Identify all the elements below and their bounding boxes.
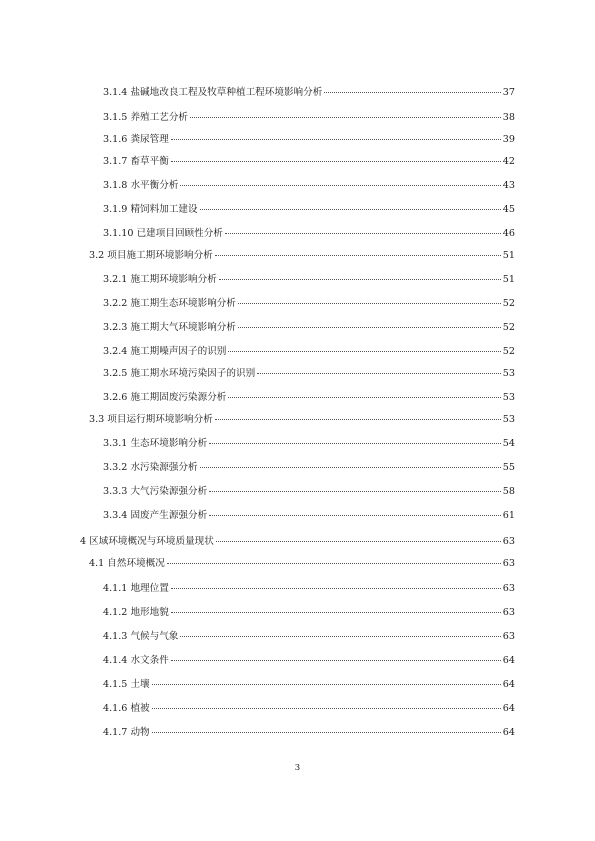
toc-entry-label: 3.2.5 施工期水环境污染因子的识别 (103, 368, 256, 379)
toc-leader-dots (171, 588, 501, 589)
toc-entry-page: 46 (502, 228, 515, 239)
toc-entry-label: 3.2.6 施工期固废污染源分析 (103, 392, 227, 403)
toc-entry-page: 61 (502, 510, 515, 521)
toc-entry-label: 4.1.3 气候与气象 (103, 631, 179, 642)
toc-entry-page: 63 (502, 536, 515, 547)
toc-entry-page: 38 (502, 112, 515, 123)
toc-entry[interactable] (80, 536, 515, 548)
toc-leader-dots (171, 612, 501, 613)
toc-entry[interactable] (103, 462, 515, 474)
toc-entry-label: 3.1.5 养殖工艺分析 (103, 112, 189, 123)
toc-entry[interactable] (103, 204, 515, 216)
toc-entry-label: 4.1.7 动物 (103, 727, 150, 738)
toc-entry-page: 52 (502, 346, 515, 357)
toc-entry-label: 4.1.2 地形地貌 (103, 607, 169, 618)
toc-entry[interactable] (103, 298, 515, 310)
toc-entry-page: 54 (502, 438, 515, 449)
toc-entry-label: 3.1.7 畜草平衡 (103, 156, 169, 167)
toc-entry[interactable] (103, 156, 515, 168)
toc-entry-page: 45 (502, 204, 515, 215)
toc-leader-dots (152, 684, 501, 685)
toc-entry-page: 51 (502, 274, 515, 285)
toc-entry-label: 4.1.6 植被 (103, 703, 150, 714)
toc-entry[interactable] (103, 727, 515, 739)
toc-entry-page: 52 (502, 298, 515, 309)
toc-entry-label: 4.1.1 地理位置 (103, 583, 169, 594)
toc-entry-page: 64 (502, 727, 515, 738)
toc-entry[interactable] (103, 134, 515, 146)
toc-leader-dots (171, 161, 501, 162)
toc-entry[interactable] (103, 438, 515, 450)
toc-leader-dots (225, 233, 501, 234)
toc-entry[interactable] (89, 250, 515, 262)
toc-entry-page: 53 (502, 368, 515, 379)
toc-entry-label: 3.3.4 固废产生源强分析 (103, 510, 208, 521)
toc-entry-page: 55 (502, 462, 515, 473)
toc-leader-dots (215, 255, 501, 256)
toc-entry[interactable] (103, 607, 515, 619)
toc-entry-label: 3.3.1 生态环境影响分析 (103, 438, 208, 449)
toc-entry[interactable] (103, 368, 515, 380)
toc-entry-label: 3.2.2 施工期生态环境影响分析 (103, 298, 236, 309)
toc-leader-dots (171, 660, 501, 661)
toc-leader-dots (228, 397, 500, 398)
toc-leader-dots (238, 303, 501, 304)
toc-entry-label: 3.1.6 粪尿管理 (103, 134, 169, 145)
toc-entry-page: 37 (502, 87, 515, 98)
toc-entry-label: 3.1.8 水平衡分析 (103, 180, 179, 191)
toc-entry[interactable] (89, 414, 515, 426)
toc-leader-dots (219, 279, 501, 280)
toc-entry[interactable] (103, 346, 515, 358)
toc-leader-dots (152, 708, 501, 709)
toc-entry[interactable] (103, 703, 515, 715)
toc-entry[interactable] (103, 679, 515, 691)
toc-leader-dots (200, 467, 501, 468)
toc-entry-page: 43 (502, 180, 515, 191)
toc-entry[interactable] (103, 180, 515, 192)
toc-entry-label: 3.3.3 大气污染源强分析 (103, 486, 208, 497)
toc-entry[interactable] (103, 274, 515, 286)
toc-entry[interactable] (103, 583, 515, 595)
toc-entry-label: 4.1 自然环境概况 (89, 558, 165, 569)
toc-entry-page: 63 (502, 607, 515, 618)
toc-entry-label: 3.1.4 盐碱地改良工程及牧草种植工程环境影响分析 (103, 87, 323, 98)
toc-entry[interactable] (103, 112, 515, 124)
toc-entry[interactable] (103, 87, 515, 99)
toc-leader-dots (257, 373, 501, 374)
toc-leader-dots (180, 185, 500, 186)
toc-entry-page: 53 (502, 414, 515, 425)
toc-entry-label: 3.3.2 水污染源强分析 (103, 462, 198, 473)
toc-leader-dots (209, 491, 501, 492)
toc-leader-dots (216, 541, 501, 542)
toc-entry-label: 4.1.5 土壤 (103, 679, 150, 690)
toc-entry-page: 53 (502, 392, 515, 403)
toc-leader-dots (167, 563, 501, 564)
toc-entry-label: 4.1.4 水文条件 (103, 655, 169, 666)
toc-entry-page: 64 (502, 679, 515, 690)
toc-entry[interactable] (103, 631, 515, 643)
toc-leader-dots (200, 209, 501, 210)
toc-entry-page: 63 (502, 631, 515, 642)
toc-entry-page: 42 (502, 156, 515, 167)
toc-entry-page: 51 (502, 250, 515, 261)
toc-entry-label: 3.2 项目施工期环境影响分析 (89, 250, 213, 261)
toc-entry-page: 63 (502, 558, 515, 569)
toc-leader-dots (324, 92, 500, 93)
toc-entry-page: 63 (502, 583, 515, 594)
toc-leader-dots (171, 139, 501, 140)
toc-entry-label: 3.2.3 施工期大气环境影响分析 (103, 322, 236, 333)
toc-entry[interactable] (103, 655, 515, 667)
toc-leader-dots (209, 443, 501, 444)
toc-leader-dots (215, 419, 501, 420)
toc-leader-dots (238, 327, 501, 328)
toc-entry-page: 58 (502, 486, 515, 497)
toc-entry[interactable] (103, 486, 515, 498)
toc-entry-label: 3.2.4 施工期噪声因子的识别 (103, 346, 227, 357)
toc-entry-label: 3.1.10 已建项目回顾性分析 (103, 228, 223, 239)
toc-leader-dots (190, 117, 501, 118)
toc-leader-dots (152, 732, 501, 733)
toc-entry-page: 64 (502, 703, 515, 714)
page-number: 3 (294, 763, 301, 773)
toc-entry-label: 4 区域环境概况与环境质量现状 (80, 536, 214, 547)
toc-entry-page: 52 (502, 322, 515, 333)
toc-entry[interactable] (103, 228, 515, 240)
toc-entry[interactable] (89, 558, 515, 570)
toc-entry[interactable] (103, 392, 515, 404)
toc-entry-label: 3.3 项目运行期环境影响分析 (89, 414, 213, 425)
toc-leader-dots (228, 351, 500, 352)
toc-leader-dots (180, 636, 500, 637)
toc-entry[interactable] (103, 322, 515, 334)
toc-entry-page: 39 (502, 134, 515, 145)
toc-entry[interactable] (103, 510, 515, 522)
toc-leader-dots (209, 515, 501, 516)
toc-entry-label: 3.2.1 施工期环境影响分析 (103, 274, 217, 285)
toc-entry-page: 64 (502, 655, 515, 666)
toc-entry-label: 3.1.9 精饲料加工建设 (103, 204, 198, 215)
